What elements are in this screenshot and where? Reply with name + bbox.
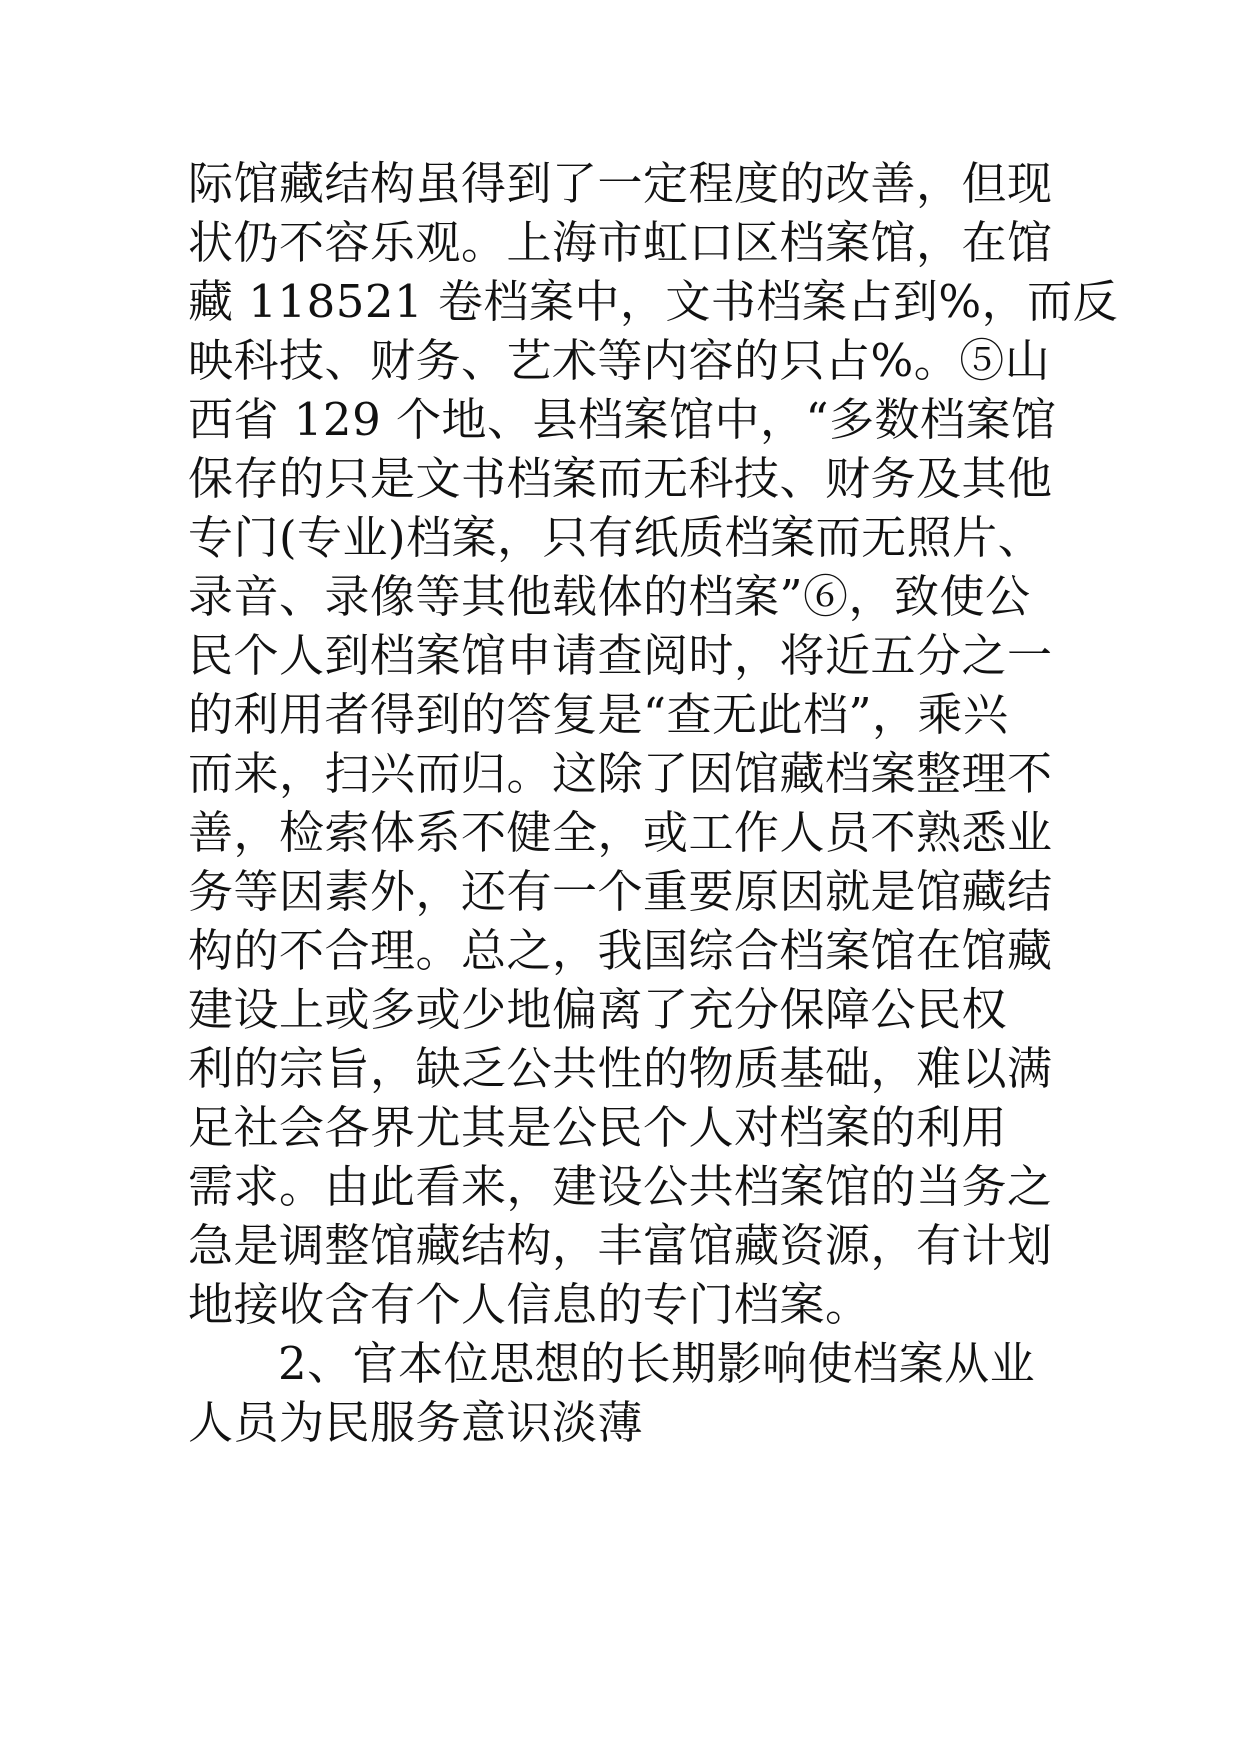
- text-line: 地接收含有个人信息的专门档案。: [188, 1278, 871, 1331]
- body-text: [188, 154, 1119, 1452]
- text-line: 映科技、财务、艺术等内容的只占%。⑤山: [188, 334, 1051, 387]
- section-heading-line: 2、官本位思想的长期影响使档案从业: [278, 1337, 1036, 1390]
- text-line: 际馆藏结构虽得到了一定程度的改善，但现: [188, 157, 1053, 210]
- text-line: 足社会各界尤其是公民个人对档案的利用: [188, 1101, 1008, 1154]
- text-line: 西省 129 个地、县档案馆中，“多数档案馆: [188, 393, 1057, 446]
- text-line: 需求。由此看来，建设公共档案馆的当务之: [188, 1160, 1053, 1213]
- text-line: 保存的只是文书档案而无科技、财务及其他: [188, 452, 1053, 505]
- text-line: 善，检索体系不健全，或工作人员不熟悉业: [188, 806, 1053, 859]
- text-line: 的利用者得到的答复是“查无此档”，乘兴: [188, 688, 1009, 741]
- text-line: 录音、录像等其他载体的档案”⑥，致使公: [188, 570, 1031, 623]
- text-line: 而来，扫兴而归。这除了因馆藏档案整理不: [188, 747, 1053, 800]
- text-line: 构的不合理。总之，我国综合档案馆在馆藏: [188, 924, 1053, 977]
- text-line: 专门(专业)档案，只有纸质档案而无照片、: [188, 511, 1044, 564]
- section-heading-line: 人员为民服务意识淡薄: [188, 1396, 644, 1449]
- text-line: 藏 118521 卷档案中，文书档案占到%，而反: [188, 275, 1119, 328]
- text-line: 务等因素外，还有一个重要原因就是馆藏结: [188, 865, 1053, 918]
- text-line: 状仍不容乐观。上海市虹口区档案馆，在馆: [188, 216, 1053, 269]
- text-line: 民个人到档案馆申请查阅时，将近五分之一: [188, 629, 1053, 682]
- text-line: 建设上或多或少地偏离了充分保障公民权: [188, 983, 1008, 1036]
- text-line: 利的宗旨，缺乏公共性的物质基础，难以满: [188, 1042, 1053, 1095]
- text-line: 急是调整馆藏结构，丰富馆藏资源，有计划: [188, 1219, 1053, 1272]
